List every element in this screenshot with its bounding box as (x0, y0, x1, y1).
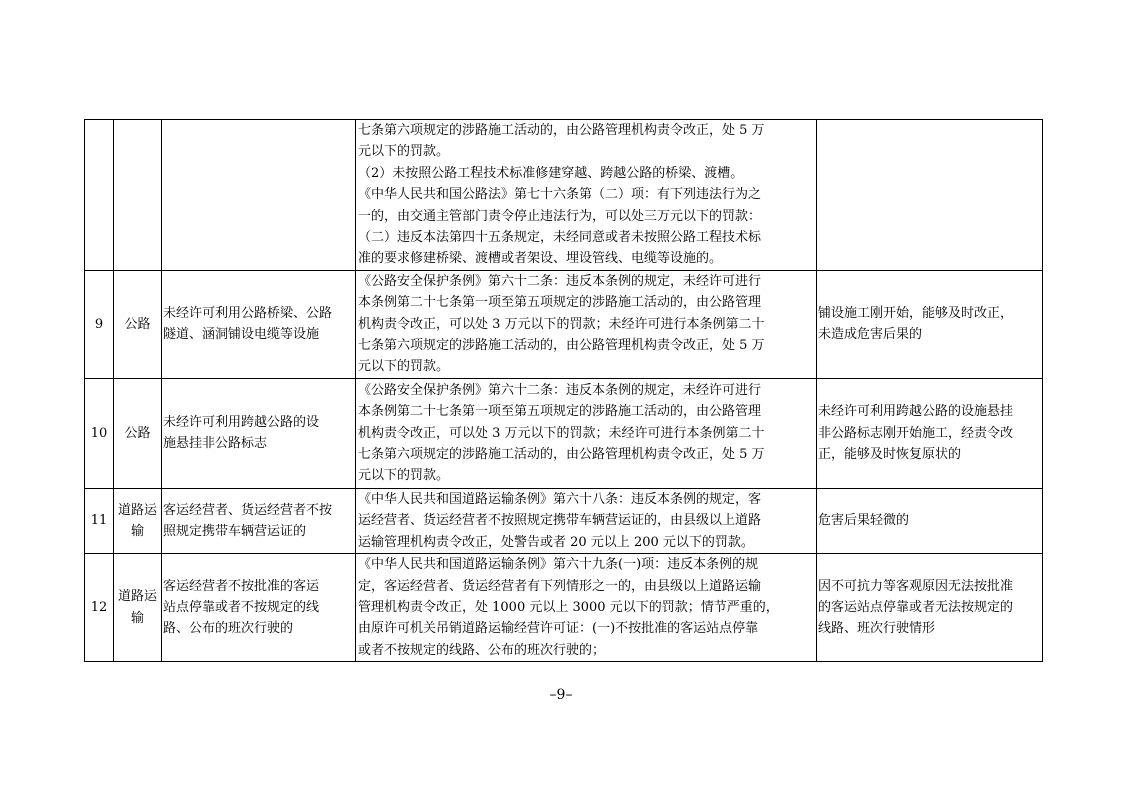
behavior-line: 客运经营者不按批准的客运 (163, 578, 320, 594)
condition-line: 危害后果轻微的 (818, 513, 910, 529)
row-number-cell (85, 554, 114, 662)
table-row (85, 488, 1043, 553)
row-number: 11 (90, 513, 108, 529)
category-cell (114, 120, 162, 271)
exemption-condition-cell (817, 554, 1043, 662)
table-row (85, 120, 1043, 271)
legal-basis-line: 一的，由交通主管部门责令停止违法行为，可以处三万元以下的罚款： (358, 208, 762, 224)
legal-basis-line: 《中华人民共和国道路运输条例》第六十八条：违反本条例的规定，客 (358, 491, 762, 507)
behavior-line: 客运经营者、货运经营者不按 (163, 502, 333, 518)
category-line: 输 (130, 610, 144, 626)
condition-line: 未造成危害后果的 (818, 327, 923, 343)
condition-line: 线路、班次行驶情形 (818, 621, 936, 637)
category-line: 公路 (124, 425, 151, 441)
legal-basis-line: 《公路安全保护条例》第六十二条：违反本条例的规定，未经许可进行 (358, 382, 762, 398)
behavior-line: 未经许可利用公路桥梁、公路 (163, 305, 333, 321)
legal-basis-line: 本条例第二十七条第一项至第五项规定的涉路施工活动的，由公路管理 (358, 295, 762, 311)
condition-line: 铺设施工刚开始，能够及时改正， (818, 305, 1014, 321)
condition-line: 正，能够及时恢复原状的 (818, 447, 962, 463)
legal-basis-line: 元以下的罚款。 (358, 359, 450, 375)
legal-basis-line: 由原许可机关吊销道路运输经营许可证：(一)不按批准的客运站点停靠 (358, 621, 759, 637)
violation-behavior-cell (162, 378, 356, 488)
row-number: 10 (90, 425, 108, 441)
legal-basis-line: 《公路安全保护条例》第六十二条：违反本条例的规定，未经许可进行 (358, 273, 762, 289)
legal-basis-cell (356, 270, 817, 378)
legal-basis-line: 定，客运经营者、货运经营者有下列情形之一的，由县级以上道路运输 (358, 578, 762, 594)
legal-basis-line: 或者不按规定的线路、公布的班次行驶的； (358, 642, 606, 658)
legal-basis-line: 准的要求修建桥梁、渡槽或者架设、埋设管线、电缆等设施的。 (358, 251, 723, 267)
legal-basis-line: 《中华人民共和国公路法》第七十六条第（二）项：有下列违法行为之 (358, 187, 762, 203)
legal-basis-line: 《中华人民共和国道路运输条例》第六十九条(一)项：违反本条例的规 (358, 557, 759, 573)
category-cell (114, 378, 162, 488)
table-row (85, 378, 1043, 488)
row-number-cell (85, 120, 114, 271)
legal-basis-cell (356, 378, 817, 488)
row-number: 12 (90, 599, 108, 615)
behavior-line: 隧道、涵洞铺设电缆等设施 (163, 327, 320, 343)
row-number: 9 (94, 316, 104, 332)
exemption-condition-cell (817, 120, 1043, 271)
behavior-line: 未经许可利用跨越公路的设 (163, 414, 320, 430)
table-row (85, 270, 1043, 378)
page-number: –9– (549, 687, 573, 703)
legal-basis-line: （二）违反本法第四十五条规定，未经同意或者未按照公路工程技术标 (358, 230, 762, 246)
behavior-line: 站点停靠或者不按规定的线 (163, 599, 320, 615)
category-cell (114, 270, 162, 378)
category-line: 道路运 (117, 502, 157, 518)
violation-behavior-cell (162, 488, 356, 553)
violation-behavior-cell (162, 120, 356, 271)
legal-basis-line: 元以下的罚款。 (358, 144, 450, 160)
condition-line: 未经许可利用跨越公路的设施悬挂 (818, 404, 1014, 420)
legal-basis-line: 管理机构责令改正，处 1000 元以上 3000 元以下的罚款；情节严重的， (358, 599, 779, 615)
legal-basis-line: 本条例第二十七条第一项至第五项规定的涉路施工活动的，由公路管理 (358, 404, 762, 420)
behavior-line: 路、公布的班次行驶的 (163, 621, 294, 637)
condition-line: 的客运站点停靠或者无法按规定的 (818, 599, 1014, 615)
legal-basis-line: 七条第六项规定的涉路施工活动的，由公路管理机构责令改正，处 5 万 (358, 447, 765, 463)
violation-behavior-cell (162, 270, 356, 378)
legal-basis-cell (356, 120, 817, 271)
legal-basis-line: 机构责令改正，可以处 3 万元以下的罚款；未经许可进行本条例第二十 (358, 316, 765, 332)
legal-basis-cell (356, 488, 817, 553)
legal-basis-cell (356, 554, 817, 662)
legal-basis-line: 七条第六项规定的涉路施工活动的，由公路管理机构责令改正，处 5 万 (358, 338, 765, 354)
behavior-line: 施悬挂非公路标志 (163, 436, 268, 452)
row-number-cell (85, 378, 114, 488)
legal-basis-line: 运经营者、货运经营者不按照规定携带车辆营运证的，由县级以上道路 (358, 513, 762, 529)
table-row (85, 554, 1043, 662)
category-line: 道路运 (117, 589, 157, 605)
legal-basis-line: 元以下的罚款。 (358, 468, 450, 484)
category-line: 公路 (124, 316, 151, 332)
category-cell (114, 488, 162, 553)
penalty-table (84, 119, 1043, 662)
condition-line: 非公路标志刚开始施工，经责令改 (818, 425, 1014, 441)
condition-line: 因不可抗力等客观原因无法按批准 (818, 578, 1014, 594)
row-number-cell (85, 270, 114, 378)
violation-behavior-cell (162, 554, 356, 662)
exemption-condition-cell (817, 378, 1043, 488)
behavior-line: 照规定携带车辆营运证的 (163, 523, 307, 539)
legal-basis-line: 运输管理机构责令改正，处警告或者 20 元以上 200 元以下的罚款。 (358, 534, 754, 550)
category-line: 输 (130, 523, 144, 539)
row-number-cell (85, 488, 114, 553)
legal-basis-line: （2）未按照公路工程技术标准修建穿越、跨越公路的桥梁、渡槽。 (358, 165, 744, 181)
legal-basis-line: 机构责令改正，可以处 3 万元以下的罚款；未经许可进行本条例第二十 (358, 425, 765, 441)
exemption-condition-cell (817, 488, 1043, 553)
category-cell (114, 554, 162, 662)
exemption-condition-cell (817, 270, 1043, 378)
legal-basis-line: 七条第六项规定的涉路施工活动的，由公路管理机构责令改正，处 5 万 (358, 123, 765, 138)
table-body (85, 120, 1043, 662)
